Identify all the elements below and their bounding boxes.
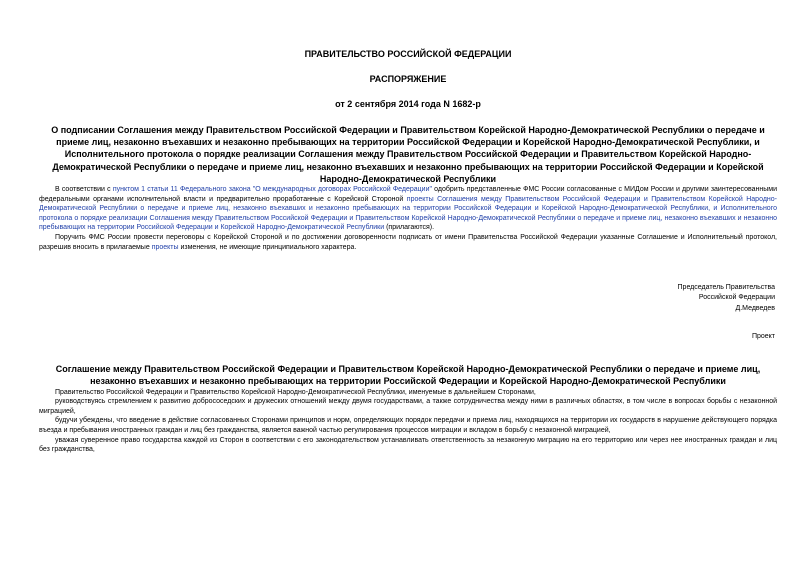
agreement-paragraph-4: уважая суверенное право государства каждой из Сторон в соответствии с его законодательством устанавливать ответственность за незаконную миграцию на его территорию или через нее иностранных граждан и лиц без гражданства, xyxy=(39,436,777,454)
signature-org: Российской Федерации xyxy=(698,294,775,302)
government-heading: ПРАВИТЕЛЬСТВО РОССИЙСКОЙ ФЕДЕРАЦИИ xyxy=(304,49,512,59)
paragraph-1 xyxy=(39,185,777,233)
federal-law-link[interactable]: пунктом 1 статьи 11 Федерального закона "О международных договорах Российской Федерации" xyxy=(112,186,432,194)
document-type-heading: РАСПОРЯЖЕНИЕ xyxy=(369,74,447,84)
paragraph-2-text-a: Поручить ФМС России провести переговоры с Корейской Стороной и по достижении договоренности подписать от имени Правительства Российской Федерации указанные Соглашение и Исполнительный протокол, разрешив вносить в прилагаемые xyxy=(39,233,777,251)
document-date-number: от 2 сентября 2014 года N 1682-р xyxy=(335,99,481,109)
paragraph-1-text-c: (прилагаются). xyxy=(384,224,435,232)
paragraph-1-text-b: одобрить представленные ФМС России согласованные с МИДом России и другими заинтересованными федеральными органами исполнительной власти и предварительно проработанные с Корейской Стороной xyxy=(39,186,777,203)
agreement-paragraph-2: руководствуясь стремлением к развитию добрососедских и дружеских отношений между двумя государствами, а также сотрудничества между ними в различных областях, в том числе в вопросах борьбы с незаконной миграцией, xyxy=(39,398,777,415)
agreement-paragraph-3: будучи убеждены, что введение в действие согласованных Сторонами принципов и норм, определяющих порядок передачи и приема лиц, находящихся на территории их государств в нарушение действующего порядка въезда и пребывания иностранных граждан и лиц без гражданства, является важной частью регулирования процессов миграции и вкладом в борьбу с незаконной миграцией, xyxy=(39,417,777,434)
agreement-paragraph-1: Правительство Российской Федерации и Правительство Корейской Народно-Демократической Республики, именуемые в дальнейшем Сторонами, xyxy=(55,388,536,396)
paragraph-2 xyxy=(39,233,777,252)
paragraph-1-text-a: В соответствии с xyxy=(55,186,113,194)
signature-block xyxy=(39,283,777,314)
project-label: Проект xyxy=(751,332,775,340)
signature-title: Председатель Правительства xyxy=(677,284,775,292)
paragraph-2-text-b: изменения, не имеющие принципиального характера. xyxy=(178,243,357,251)
agreement-title: Соглашение между Правительством Российской Федерации и Правительством Корейской Народно-Демократической Республики о передаче и приеме лиц, незаконно въехавших и незаконно пребывающих на территории Российской Федерации и Корейской Народно-Демократической Республики xyxy=(55,363,761,387)
draft-agreement-link[interactable]: проекты Соглашения между Правительством Российской Федерации и Правительством Корейской Народно-Демократической Республики о передаче и приеме лиц, незаконно въехавших и незаконно пребывающих на территории Российской Федерации и Корейской Народно-Демократической Республики, и Исполнительного протокола о порядке реализации Соглашения между Правительством Российской Федерации и Правительством Корейской Народно-Демократической Республики о передаче и приеме лиц, незаконно въехавших и незаконно пребывающих на территории Российской Федерации и Корейской Народно-Демократической Республики xyxy=(39,195,777,232)
drafts-link[interactable]: проекты xyxy=(151,243,179,251)
signature-name: Д.Медведев xyxy=(735,304,775,312)
document-title: О подписании Соглашения между Правительством Российской Федерации и Правительством Корейской Народно-Демократической Республики о передаче и приеме лиц, незаконно въехавших и незаконно пребывающих на территории Российской Федерации и Корейской Народно-Демократической Республики, и Исполнительного протокола о порядке реализации Соглашения между Правительством Российской Федерации и Правительством Корейской Народно-Демократической Республики о передаче и приеме лиц, незаконно въехавших и незаконно пребывающих на территории Российской Федерации и Корейской Народно-Демократической Республики xyxy=(51,125,765,184)
